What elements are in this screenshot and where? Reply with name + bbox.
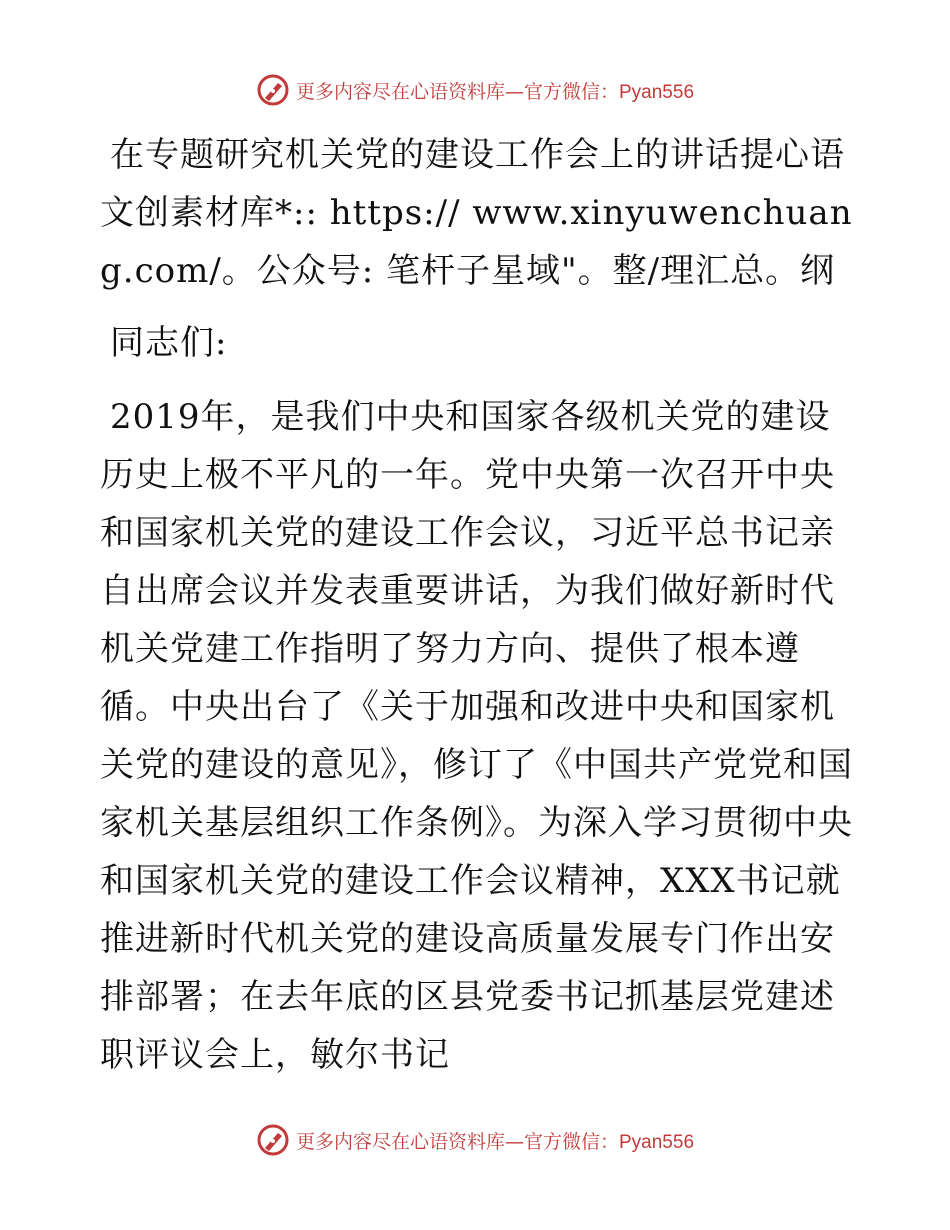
watermark-label: 更多内容尽在心语资料库—官方微信： [295,80,619,103]
document-body [100,126,860,1084]
watermark-label: 更多内容尽在心语资料库—官方微信： [295,1130,619,1153]
watermark-text [296,77,694,104]
watermark-account: Pyan556 [619,81,695,103]
watermark-account: Pyan556 [619,1131,695,1153]
pen-logo-icon [256,73,290,107]
watermark-text [296,1127,694,1154]
document-title: 在专题研究机关党的建设工作会上的讲话提心语文创素材库*:: https:// www.xinyuwenchuang.com/。公众号: 笔杆子星域"。整/理汇总。纲 [100,135,853,291]
header-watermark [0,70,950,110]
footer-watermark [0,1120,950,1160]
pen-logo-icon [256,1123,290,1157]
salutation: 同志们: [110,323,228,363]
body-paragraph: 2019年，是我们中央和国家各级机关党的建设历史上极不平凡的一年。党中央第一次召开中央和国家机关党的建设工作会议，习近平总书记亲自出席会议并发表重要讲话，为我们做好新时代机关党建工作指明了努力方向、提供了根本遵循。中央出台了《关于加强和改进中央和国家机关党的建设的意见》，修订了《中国共产党党和国家机关基层组织工作条例》。为深入学习贯彻中央和国家机关党的建设工作会议精神，XXX书记就推进新时代机关党的建设高质量发展专门作出安排部署；在去年底的区县党委书记抓基层党建述职评议会上，敏尔书记 [100,397,853,1075]
